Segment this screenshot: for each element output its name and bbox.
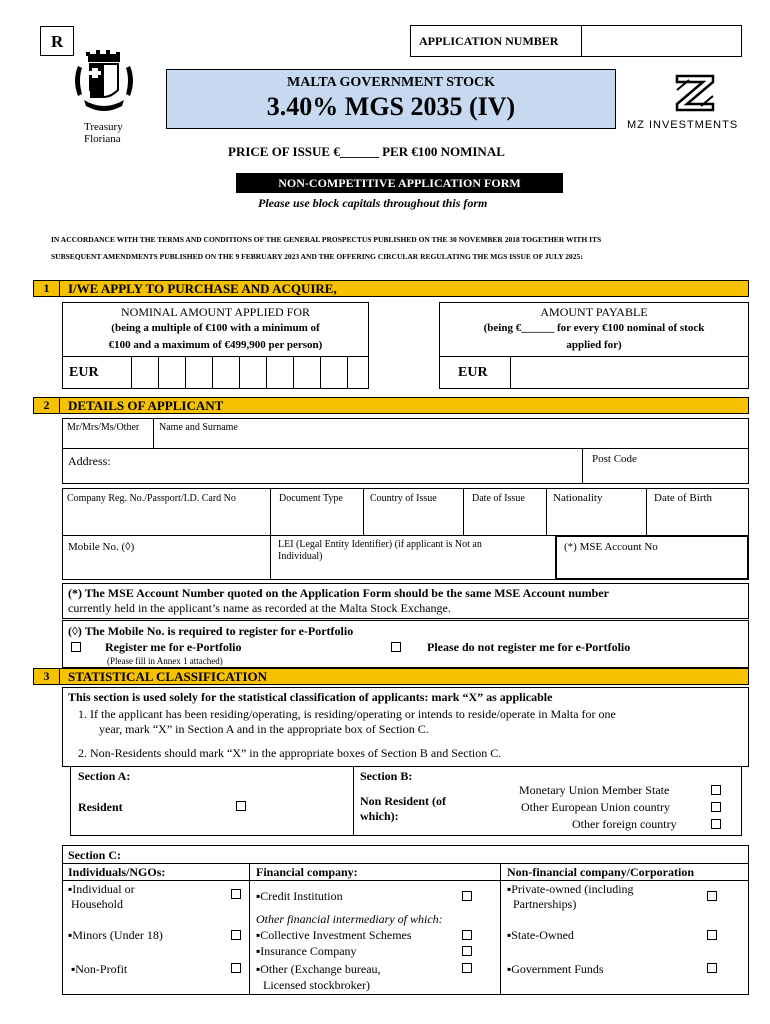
malta-crest-logo — [70, 50, 138, 116]
form-type-label: NON-COMPETITIVE APPLICATION FORM — [278, 176, 521, 190]
form-type-banner — [236, 173, 563, 193]
section2-title: DETAILS OF APPLICANT — [68, 398, 224, 413]
treasury-label: Treasury — [84, 121, 123, 133]
mse-note-box: (*) The MSE Account Number quoted on the Application Form should be the same MSE Account number currently held in the applicant’s name as recorded at the Malta Stock Exchange. — [62, 583, 749, 619]
application-number-label: APPLICATION NUMBER — [419, 34, 559, 48]
application-number-field[interactable] — [587, 34, 737, 50]
other-eu-checkbox[interactable] — [711, 802, 721, 812]
r-box — [40, 26, 74, 56]
register-eportfolio-checkbox[interactable] — [71, 642, 81, 652]
mobile-lei-row[interactable]: Mobile No. (◊) LEI (Legal Entity Identifier) (if applicant is Not an Individual) (*) MSE Account No — [62, 535, 749, 580]
portfolio-box: (◊) The Mobile No. is required to register for e-Portfolio Register me for e-Portfolio (Please fill in Annex 1 attached) Please do not register me for e-Portfolio — [62, 620, 749, 668]
resident-checkbox[interactable] — [236, 801, 246, 811]
no-register-eportfolio-label: Please do not register me for e-Portfolio — [427, 640, 631, 654]
applicant-name-row[interactable]: Mr/Mrs/Ms/Other Name and Surname — [62, 418, 749, 449]
address-row[interactable]: Address: Post Code — [62, 448, 749, 484]
government-funds-checkbox[interactable] — [707, 963, 717, 973]
nominal-amount-box: NOMINAL AMOUNT APPLIED FOR (being a multiple of €100 with a minimum of €100 and a maximum of €499,900 per person) — [62, 302, 369, 357]
block-capitals-note: Please use block capitals throughout this form — [258, 196, 488, 210]
section1-header: 1 I/WE APPLY TO PURCHASE AND ACQUIRE, — [33, 280, 749, 297]
individual-household-checkbox[interactable] — [231, 889, 241, 899]
insurance-company-checkbox[interactable] — [462, 946, 472, 956]
terms-line2: SUBSEQUENT AMENDMENTS PUBLISHED ON THE 9 FEBRUARY 2023 AND THE OFFERING CIRCULAR REGULATING THE MGS ISSUE OF JULY 2025: — [51, 252, 583, 261]
document-details-row[interactable]: Company Reg. No./Passport/I.D. Card No Document Type Country of Issue Date of Issue Nationality Date of Birth — [62, 488, 749, 536]
mz-investments-label: MZ INVESTMENTS — [627, 119, 739, 131]
section3-header: 3 STATISTICAL CLASSIFICATION — [33, 668, 749, 685]
nominal-amount-field[interactable]: EUR — [62, 356, 369, 389]
amount-payable-field[interactable]: EUR — [439, 356, 749, 389]
section3-title: STATISTICAL CLASSIFICATION — [68, 669, 268, 684]
section-a-box: Section A: Resident — [70, 766, 354, 836]
section-b-box: Section B: Non Resident (of which): Monetary Union Member State Other European Union country Other foreign country — [353, 766, 742, 836]
credit-institution-checkbox[interactable] — [462, 891, 472, 901]
no-register-eportfolio-checkbox[interactable] — [391, 642, 401, 652]
title-box — [166, 69, 616, 129]
title-line1: MALTA GOVERNMENT STOCK — [287, 75, 495, 90]
section2-header: 2 DETAILS OF APPLICANT — [33, 397, 749, 414]
non-profit-checkbox[interactable] — [231, 963, 241, 973]
stat-intro-box: This section is used solely for the statistical classification of applicants: mark “X” as applicable 1. If the applicant has been residing/operating, is residing/operating or intends to reside/operate in Malta for one year, mark “X” in Section A and in the appropriate box of Section C. 2. Non-Residents should mark “X” in the appropriate boxes of Section B and Section C. — [62, 687, 749, 767]
price-of-issue: PRICE OF ISSUE €______ PER €100 NOMINAL — [228, 144, 505, 159]
private-owned-checkbox[interactable] — [707, 891, 717, 901]
register-eportfolio-label: Register me for e-Portfolio — [105, 640, 242, 654]
other-foreign-checkbox[interactable] — [711, 819, 721, 829]
section-c-box: Section C: Individuals/NGOs: Financial company: Non-financial company/Corporation ▪Individual or Household ▪Minors (Under 18) ▪Non-Profit ▪Credit Institution Other financial intermediary of which: ▪Collective Investment Schemes ▪Insurance Company ▪Other (Exchange bureau, Licensed stockbroker) ▪Private-owned (including Partnerships) ▪State-Owned ▪Government Funds — [62, 845, 749, 995]
mz-investments-logo — [673, 72, 717, 114]
title-line2: 3.40% MGS 2035 (IV) — [266, 92, 516, 121]
r-label: R — [51, 32, 64, 51]
other-financial-checkbox[interactable] — [462, 963, 472, 973]
mse-account-field[interactable]: (*) MSE Account No — [555, 535, 749, 580]
amount-payable-box: AMOUNT PAYABLE (being €______ for every €100 nominal of stock applied for) — [439, 302, 749, 357]
terms-line1: IN ACCORDANCE WITH THE TERMS AND CONDITIONS OF THE GENERAL PROSPECTUS PUBLISHED ON THE 30 NOVEMBER 2018 TOGETHER WITH ITS — [51, 235, 602, 244]
application-number-box — [410, 25, 742, 57]
minors-checkbox[interactable] — [231, 930, 241, 940]
monetary-union-checkbox[interactable] — [711, 785, 721, 795]
section1-title: I/WE APPLY TO PURCHASE AND ACQUIRE, — [68, 281, 337, 296]
floriana-label-text: Floriana — [84, 133, 121, 145]
state-owned-checkbox[interactable] — [707, 930, 717, 940]
collective-investment-checkbox[interactable] — [462, 930, 472, 940]
